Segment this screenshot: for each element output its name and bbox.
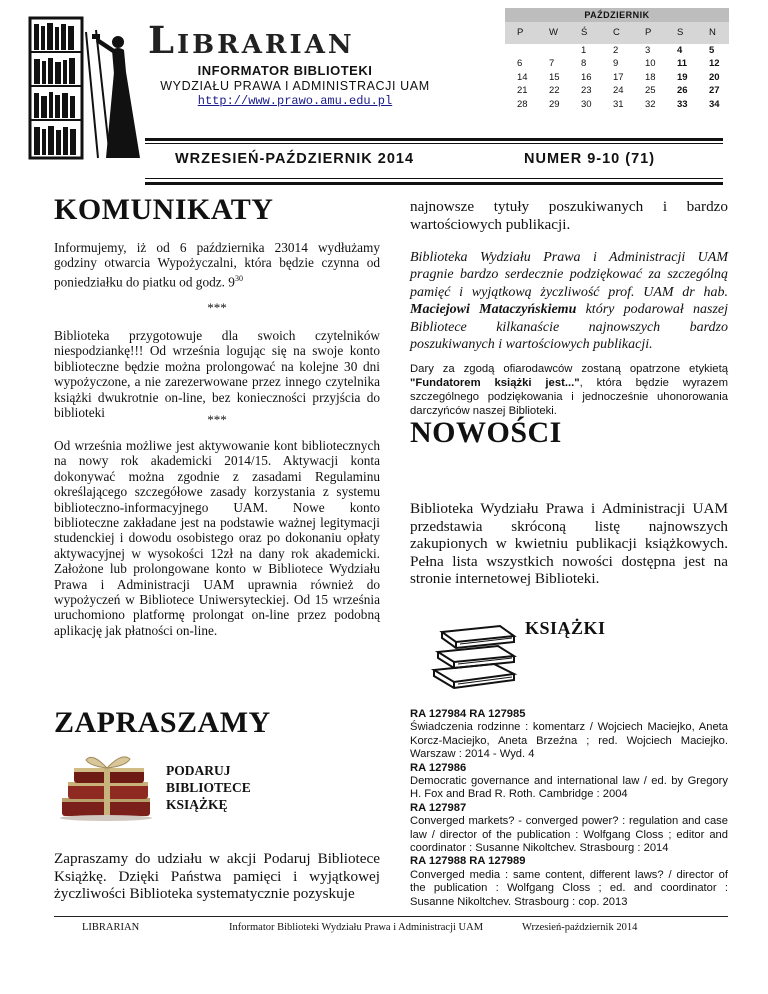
records-list: [410, 708, 728, 909]
masthead-rule-top: [145, 138, 723, 141]
record-id: RA 127987: [410, 801, 467, 814]
donor-text: Dary za zgodą ofiarodawców zostaną opatrzone etykietą: [410, 363, 728, 375]
masthead-rule-top-thin: [145, 143, 723, 144]
gift-books-icon: [56, 750, 158, 822]
komunikaty-paragraph-accounts: Od września możliwe jest aktywowanie kont bibliotecznych na nowy rok akademicki 2014/15. Aktywacji konta dokonywać można zgodnie z zasadami Regulaminu określającego szczegółowe zasady korzystania z systemu biblioteczno-informacyjnego UAM. Nowe konto biblioteczne zakładane jest na podstawie ważnej legitymacji studenckiej i dowodu osobistego oraz po dokonaniu opłaty aktywacyjnej w wysokości 12zł na dany rok akademicki. Założone lub prolongowane konto w Bibliotece Wydziału Prawa i Administracji UAM uprawnia również do wypożyczeń w Bibliotece Uniwersyteckiej. Od 15 września uruchomiono platformę prolongat on-line przez podobną aplikację jak płatności on-line.: [54, 438, 380, 638]
calendar-weekday: S: [677, 27, 684, 38]
record-description: Świadczenia rodzinne : komentarz / Wojciech Maciejko, Aneta Korcz-Maciejko, Aneta Brzeźna ; red. Wojciech Maciejko. Warszaw : 2014 - Wyd. 4: [410, 721, 728, 761]
calendar-day: 8: [581, 58, 587, 70]
calendar-weekday: N: [709, 27, 716, 38]
nowosci-text-end: .: [595, 570, 600, 587]
separator-stars: ***: [207, 300, 227, 315]
calendar-day: 34: [709, 98, 720, 110]
calendar-day: 5: [709, 45, 715, 56]
masthead-faculty: WYDZIAŁU PRAWA I ADMINISTRACJI UAM: [160, 79, 430, 93]
calendar-day: 27: [709, 85, 720, 97]
calendar-day: [537, 44, 569, 57]
hours-text: Informujemy, iż od 6 października 23014 wydłużamy godziny otwarcia Wypożyczalni, która będzie czynna od poniedziałku do piatku od godz. 9: [54, 240, 380, 290]
donor-label: "Fundatorem książki jest...": [410, 377, 580, 389]
calendar-weekday: Ś: [581, 27, 588, 38]
calendar-day: 19: [677, 71, 688, 83]
calendar-day: 23: [581, 85, 592, 97]
calendar-day: 31: [613, 98, 624, 110]
librarian-illustration: [26, 12, 146, 162]
record-description: Democratic governance and international law / ed. by Gregory H. Fox and Brad R. Roth. Cambridge : 2004: [410, 775, 728, 801]
issue-date: WRZESIEŃ-PAŹDZIERNIK 2014: [175, 151, 415, 167]
calendar-day: 26: [677, 85, 688, 97]
donate-promo-line: PODARUJ: [166, 763, 231, 778]
calendar-day: 11: [677, 58, 688, 70]
books-stack-icon: [428, 612, 520, 692]
calendar-day: 17: [613, 71, 624, 83]
record-id: RA 127988 RA 127989: [410, 855, 526, 868]
issue-rule-thin: [145, 178, 723, 179]
calendar-day: 15: [549, 71, 560, 83]
separator-stars: ***: [207, 412, 227, 427]
calendar-day: 10: [645, 58, 656, 70]
calendar-day: 3: [645, 45, 651, 56]
masthead-subtitle: INFORMATOR BIBLIOTEKI: [197, 63, 373, 78]
calendar-day: 28: [517, 98, 528, 110]
footer-right: Wrzesień-październik 2014: [522, 922, 638, 933]
nowosci-text: [410, 500, 728, 588]
issue-number: NUMER 9-10 (71): [524, 151, 656, 167]
calendar-grid: [505, 44, 729, 111]
calendar-day: 12: [709, 58, 720, 70]
record-id: RA 127986: [410, 761, 467, 774]
calendar-weekday: P: [517, 27, 524, 38]
calendar-day: 32: [645, 98, 656, 110]
calendar-day: [505, 44, 537, 57]
calendar-day: 1: [581, 45, 587, 56]
calendar-day: 20: [709, 71, 720, 83]
right-continued-text: najnowsze tytuły poszukiwanych i bardzo wartościowych publikacji.: [410, 198, 728, 233]
nowosci-text-body: Biblioteka Wydziału Prawa i Administracji UAM przedstawia skróconą listę najnowszych zakupionych w kwietniu publikacji książkowych. Pełna lista wszystkich nowości dostępna jest na stronie internetowej Biblioteki: [410, 500, 728, 587]
calendar-day: 2: [613, 45, 619, 56]
record-description: Converged media : same content, different laws? / director of the publication : Wolfgang Closs ; ed. and coordinator : Susanne Nikoltchev. Strasbourg : cop. 2013: [410, 868, 728, 908]
hours-minutes: 30: [234, 273, 243, 283]
record-description: Converged markets? - converged power? : regulation and case law / director of the publication : Wolfgang Closs ; editor and coordinator : Susanne Nikoltchev. Strasbourg : 2014: [410, 815, 728, 855]
calendar-day: 4: [677, 45, 683, 56]
donor-label-paragraph: [410, 362, 728, 418]
calendar-day: 18: [645, 71, 656, 83]
record-id: RA 127984 RA 127985: [410, 708, 526, 720]
calendar-month: PAŹDZIERNIK: [505, 8, 729, 22]
donate-promo-line: BIBLIOTECE: [166, 780, 251, 795]
donor-text: , która będzie wyrazem szczególnego podziękowania i jednocześnie uhonorowania darczyńców naszej Biblioteki.: [410, 377, 728, 417]
masthead-title: Librarian: [148, 18, 355, 62]
books-heading: KSIĄŻKI: [525, 618, 606, 638]
komunikaty-paragraph-online: Biblioteka przygotowuje dla swoich czytelników niespodziankę!!! Od września logując się na swoje konto biblioteczne będzie można prolongować na kolejne 30 dni wypożyczone, a nie zarezerwowane przez innego czytelnika książki dwukrotnie on-line, bez konieczności przyjścia do biblioteki: [54, 328, 380, 421]
calendar-day: 21: [517, 85, 528, 97]
donate-promo: [166, 762, 251, 813]
calendar-day: 33: [677, 98, 688, 110]
footer-rule: [54, 916, 728, 917]
calendar: [505, 8, 729, 111]
calendar-day: 25: [645, 85, 656, 97]
calendar-day: 7: [549, 58, 555, 70]
calendar-day: 14: [517, 71, 528, 83]
donate-promo-line: KSIĄŻKĘ: [166, 797, 228, 812]
calendar-weekdays: [505, 22, 729, 44]
calendar-day: 6: [517, 58, 523, 70]
calendar-day: 30: [581, 98, 592, 110]
zapraszamy-heading: ZAPRASZAMY: [54, 706, 271, 739]
zapraszamy-text: Zapraszamy do udziału w akcji Podaruj Bibliotece Książkę. Dzięki Państwa pamięci i wyjątkowej życzliwości Biblioteka systematycznie pozyskuje: [54, 850, 380, 902]
calendar-day: 22: [549, 85, 560, 97]
issue-rule-thick: [145, 182, 723, 185]
footer-left: LIBRARIAN: [82, 922, 140, 933]
masthead-url-link[interactable]: http://www.prawo.amu.edu.pl: [197, 94, 393, 108]
donor-name: Maciejowi Mataczyńskiemu: [410, 302, 577, 318]
komunikaty-paragraph-hours: [54, 240, 380, 290]
calendar-weekday: C: [613, 27, 620, 38]
footer-center: Informator Biblioteki Wydziału Prawa i Administracji UAM: [229, 922, 484, 933]
komunikaty-heading: KOMUNIKATY: [54, 193, 274, 226]
calendar-day: 29: [549, 98, 560, 110]
calendar-day: 16: [581, 71, 592, 83]
nowosci-heading: NOWOŚCI: [410, 416, 562, 449]
thanks-text: Biblioteka Wydziału Prawa i Administracji UAM pragnie bardzo serdecznie podziękować za szczególną pamięć i wyjątkową życzliwość prof. UAM dr hab.: [410, 250, 728, 300]
thanks-paragraph: [410, 249, 728, 353]
calendar-day: 9: [613, 58, 619, 70]
calendar-weekday: P: [645, 27, 652, 38]
thanks-text: który podarował naszej Bibliotece kilkanaście najnowszych bardzo poszukiwanych i wartościowych publikacji.: [410, 302, 728, 353]
calendar-weekday: W: [549, 27, 558, 38]
calendar-day: 24: [613, 85, 624, 97]
